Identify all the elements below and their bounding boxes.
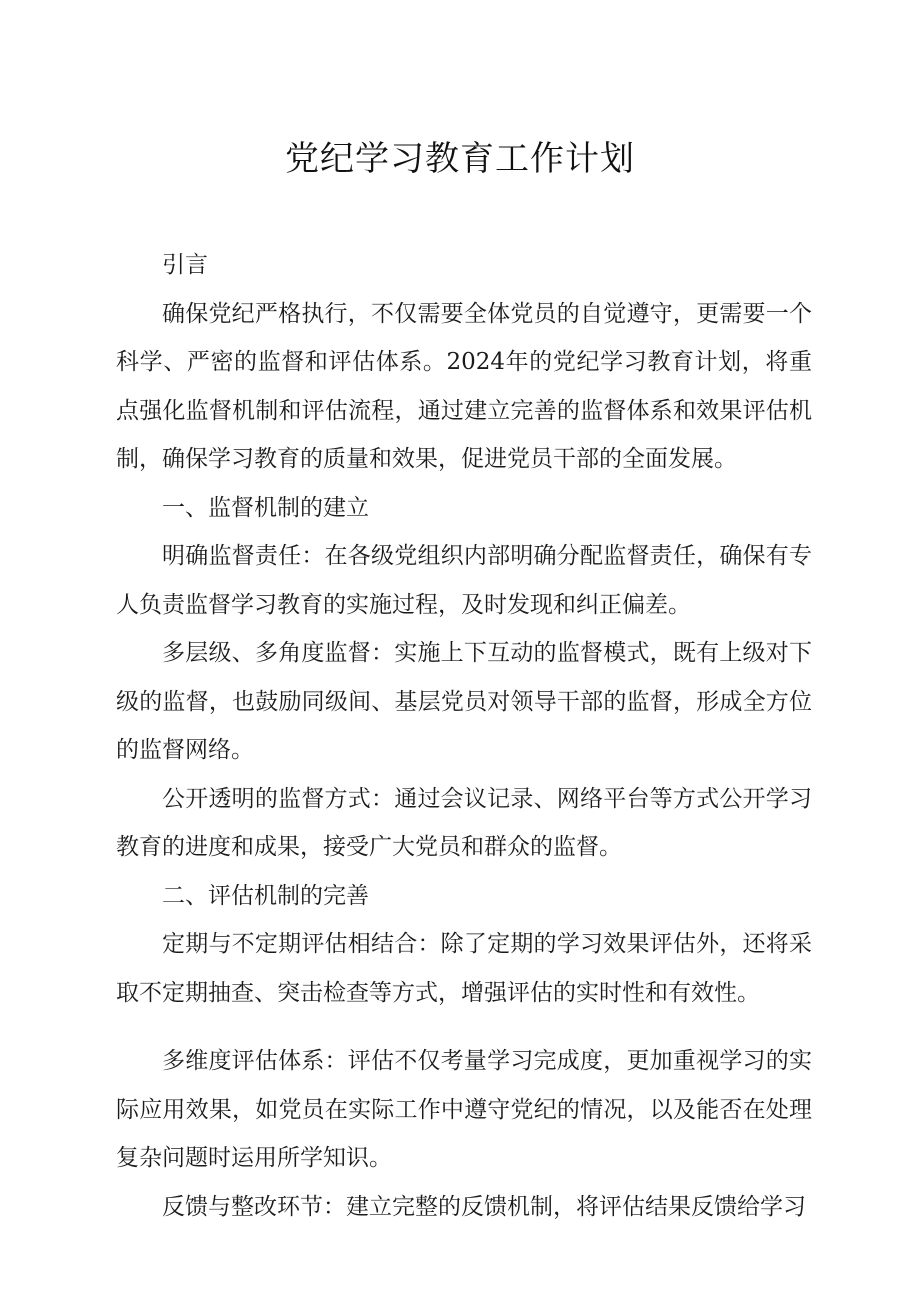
paragraph-transparent-supervision: 公开透明的监督方式：通过会议记录、网络平台等方式公开学习教育的进度和成果，接受广大党员和群众的监督。 — [116, 785, 812, 860]
section-heading-supervision: 一、监督机制的建立 — [162, 494, 369, 521]
paragraph-multilevel-supervision: 多层级、多角度监督：实施上下互动的监督模式，既有上级对下级的监督，也鼓励同级间、基层党员对领导干部的监督，形成全方位的监督网络。 — [116, 640, 812, 763]
paragraph-clear-responsibility: 明确监督责任：在各级党组织内部明确分配监督责任，确保有专人负责监督学习教育的实施过程，及时发现和纠正偏差。 — [116, 543, 812, 618]
paragraph-periodic-evaluation: 定期与不定期评估相结合：除了定期的学习效果评估外，还将采取不定期抽查、突击检查等方式，增强评估的实时性和有效性。 — [116, 931, 812, 1006]
document-title: 党纪学习教育工作计划 — [285, 139, 635, 179]
paragraph-intro-heading: 引言 — [162, 252, 208, 278]
paragraph-feedback: 反馈与整改环节：建立完整的反馈机制，将评估结果反馈给学习 — [162, 1193, 806, 1220]
paragraph-intro: 确保党纪严格执行，不仅需要全体党员的自觉遵守，更需要一个科学、严密的监督和评估体系。2024年的党纪学习教育计划，将重点强化监督机制和评估流程，通过建立完善的监督体系和效果评估机制，确保学习教育的质量和效果，促进党员干部的全面发展。 — [116, 300, 812, 472]
section-heading-evaluation: 二、评估机制的完善 — [162, 882, 369, 909]
document-body — [116, 241, 812, 1231]
paragraph-multidimensional-evaluation: 多维度评估体系：评估不仅考量学习完成度，更加重视学习的实际应用效果，如党员在实际工作中遵守党纪的情况，以及能否在处理复杂问题时运用所学知识。 — [116, 1048, 812, 1171]
